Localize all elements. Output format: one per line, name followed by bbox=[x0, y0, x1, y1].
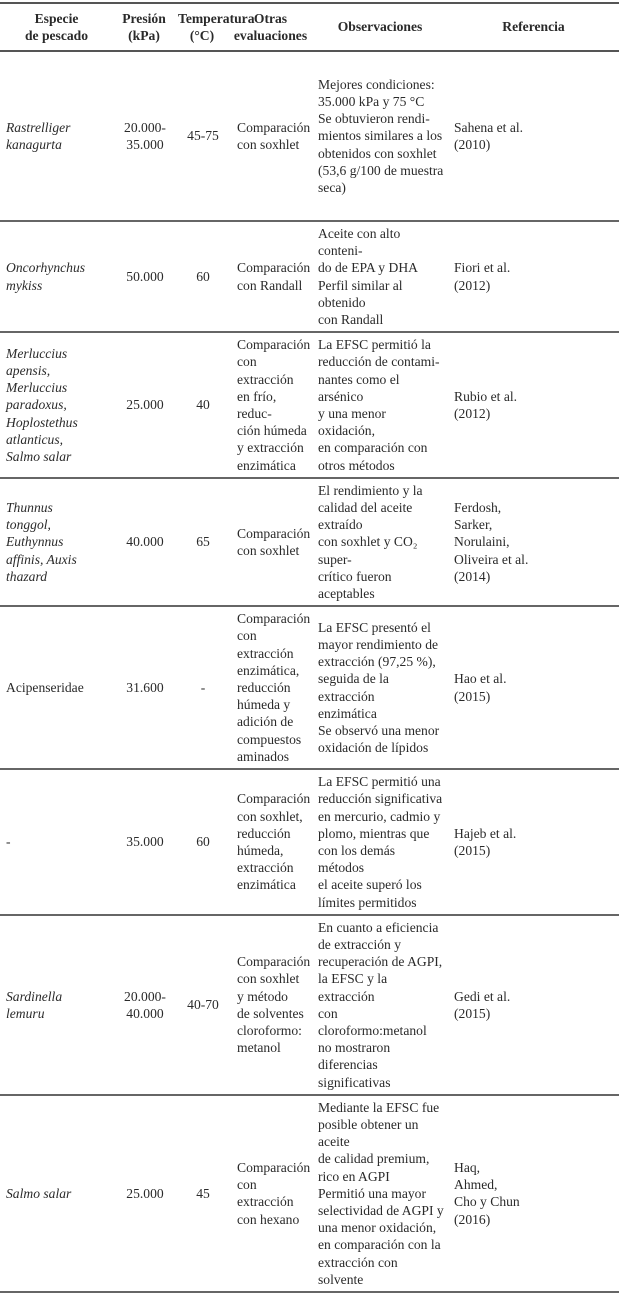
reference-cell: Sahena et al. (2010) bbox=[454, 119, 524, 152]
pressure-cell: 40.000 bbox=[126, 534, 164, 550]
reference-cell: Rubio et al. (2012) bbox=[454, 388, 518, 422]
evaluations-cell: Comparación con soxhlet bbox=[237, 525, 311, 559]
species-cell: Salmo salar bbox=[6, 1185, 72, 1201]
species-cell: Merluccius apensis, Merluccius paradoxus, Hoplostethus atlanticus, Salmo salar bbox=[6, 345, 78, 465]
reference-cell: Fiori et al. (2012) bbox=[454, 260, 511, 293]
temperature-cell: 45-75 bbox=[187, 128, 219, 144]
observations-cell: La EFSC permitió la reducción de contami- nantes como el arsénico y una menor oxidación, en comparación con otros métodos bbox=[318, 337, 440, 473]
pressure-cell: 35.000 bbox=[126, 834, 164, 850]
species-cell: Acipenseridae bbox=[6, 680, 84, 696]
pressure-cell: 20.000- 40.000 bbox=[124, 988, 166, 1021]
header-evaluations: Otras evaluaciones bbox=[233, 10, 308, 43]
species-cell: Thunnus tonggol, Euthynnus affinis, Auxis thazard bbox=[6, 500, 77, 584]
table-row bbox=[0, 478, 619, 606]
observations-cell: La EFSC presentó el mayor rendimiento de extracción (97,25 %), seguida de la extracción enzimática Se observó una menor oxidación de lípidos bbox=[318, 619, 440, 756]
header-reference: Referencia bbox=[502, 19, 565, 35]
table-row bbox=[0, 915, 619, 1095]
supercritical-extraction-table bbox=[0, 2, 619, 1293]
species-cell: Oncorhynchus mykiss bbox=[6, 260, 86, 293]
header-observations: Observaciones bbox=[337, 19, 423, 35]
temperature-cell: 40 bbox=[196, 397, 210, 413]
evaluations-cell: Comparación con extracción enzimática, reducción húmeda y adición de compuestos aminados bbox=[237, 611, 311, 764]
evaluations-cell: Comparación con extracción con hexano bbox=[237, 1159, 311, 1227]
observations-cell: Aceite con alto conteni- do de EPA y DHA Perfil similar al obtenido con Randall bbox=[318, 226, 418, 328]
table-row bbox=[0, 606, 619, 769]
reference-cell: Hajeb et al. (2015) bbox=[454, 825, 517, 858]
pressure-cell: 25.000 bbox=[126, 397, 164, 413]
observations-cell: El rendimiento y la calidad del aceite extraído con soxhlet y CO₂ super- crítico fueron aceptables bbox=[318, 482, 423, 602]
temperature-cell: 60 bbox=[196, 269, 210, 284]
evaluations-cell: Comparación con extracción en frío, reduc- ción húmeda y extracción enzimática bbox=[237, 337, 311, 473]
table-header-row bbox=[0, 3, 619, 51]
temperature-cell: - bbox=[200, 680, 206, 696]
observations-cell: Mediante la EFSC fue posible obtener un aceite de calidad premium, rico en AGPI Permitió una mayor selectividad de AGPI y una menor oxidación, en comparación con la extracción con solvente bbox=[318, 1099, 444, 1287]
species-cell: - bbox=[6, 834, 11, 850]
table-row bbox=[0, 51, 619, 221]
table-row bbox=[0, 1095, 619, 1292]
header-species: Especie de pescado bbox=[24, 10, 89, 43]
table-row bbox=[0, 332, 619, 478]
table-row bbox=[0, 769, 619, 915]
pressure-cell: 25.000 bbox=[126, 1185, 164, 1201]
pressure-cell: 50.000 bbox=[126, 269, 164, 284]
temperature-cell: 60 bbox=[196, 834, 210, 850]
reference-cell: Hao et al. (2015) bbox=[454, 671, 507, 704]
evaluations-cell: Comparación con Randall bbox=[237, 260, 311, 293]
species-cell: Rastrelliger kanagurta bbox=[6, 119, 71, 152]
pressure-cell: 20.000- 35.000 bbox=[124, 119, 166, 152]
observations-cell: En cuanto a eficiencia de extracción y recuperación de AGPI, la EFSC y la extracción con cloroformo:metanol no mostraron diferencias significativas bbox=[318, 919, 443, 1090]
temperature-cell: 65 bbox=[196, 534, 210, 550]
species-cell: Sardinella lemuru bbox=[6, 988, 63, 1021]
header-pressure: Presión (kPa) bbox=[122, 10, 166, 43]
temperature-cell: 40-70 bbox=[187, 997, 219, 1013]
header-temperature: Temperatura (°C) bbox=[178, 10, 255, 43]
evaluations-cell: Comparación con soxhlet, reducción húmeda, extracción enzimática bbox=[237, 791, 311, 893]
observations-cell: La EFSC permitió una reducción significativa en mercurio, cadmio y plomo, mientras que con los demás métodos el aceite superó los límites permitidos bbox=[318, 774, 443, 910]
reference-cell: Haq, Ahmed, Cho y Chun (2016) bbox=[454, 1159, 520, 1227]
reference-cell: Ferdosh, Sarker, Norulaini, Oliveira et al. (2014) bbox=[454, 500, 529, 584]
pressure-cell: 31.600 bbox=[126, 680, 164, 696]
evaluations-cell: Comparación con soxhlet y método de solventes cloroformo: metanol bbox=[237, 954, 311, 1056]
reference-cell: Gedi et al. (2015) bbox=[454, 988, 511, 1021]
temperature-cell: 45 bbox=[196, 1185, 210, 1201]
table-row bbox=[0, 221, 619, 332]
evaluations-cell: Comparación con soxhlet bbox=[237, 119, 311, 152]
observations-cell: Mejores condiciones: 35.000 kPa y 75 °C Se obtuvieron rendi- mientos similares a los obtenidos con soxhlet (53,6 g/100 de muestra seca) bbox=[318, 76, 444, 195]
